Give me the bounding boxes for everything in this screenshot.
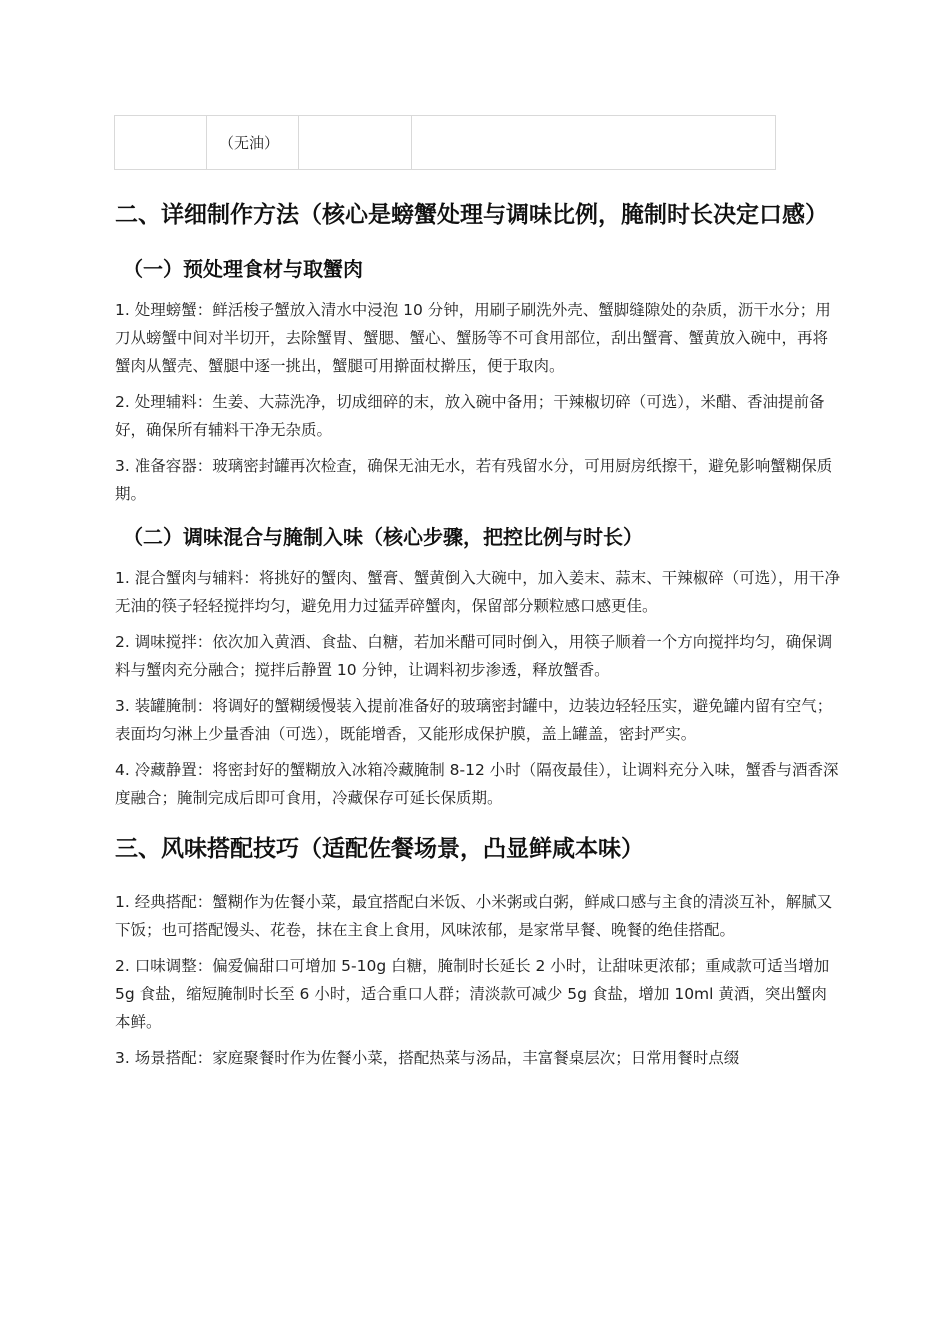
table-cell bbox=[115, 116, 207, 170]
paragraph: 2. 处理辅料：生姜、大蒜洗净，切成细碎的末，放入碗中备用；干辣椒切碎（可选），米醋、香油提前备好，确保所有辅料干净无杂质。 bbox=[115, 393, 825, 439]
table-row bbox=[115, 116, 776, 170]
subsection-heading-2-2: （二）调味混合与腌制入味（核心步骤，把控比例与时长） bbox=[123, 525, 643, 549]
paragraph: 1. 经典搭配：蟹糊作为佐餐小菜，最宜搭配白米饭、小米粥或白粥，鲜咸口感与主食的清淡互补，解腻又下饭；也可搭配馒头、花卷，抹在主食上食用，风味浓郁，是家常早餐、晚餐的绝佳搭配。 bbox=[115, 893, 833, 939]
paragraph: 4. 冷藏静置：将密封好的蟹糊放入冰箱冷藏腌制 8-12 小时（隔夜最佳），让调料充分入味，蟹香与酒香深度融合；腌制完成后即可食用，冷藏保存可延长保质期。 bbox=[115, 761, 839, 807]
table-fragment bbox=[114, 115, 776, 170]
table-cell bbox=[412, 116, 776, 170]
section-heading-3: 三、风味搭配技巧（适配佐餐场景，凸显鲜咸本味） bbox=[115, 836, 644, 862]
paragraph: 2. 调味搅拌：依次加入黄酒、食盐、白糖，若加米醋可同时倒入，用筷子顺着一个方向搅拌均匀，确保调料与蟹肉充分融合；搅拌后静置 10 分钟，让调料初步渗透，释放蟹香。 bbox=[115, 633, 833, 679]
table-cell: （无油） bbox=[207, 116, 299, 170]
paragraph: 1. 混合蟹肉与辅料：将挑好的蟹肉、蟹膏、蟹黄倒入大碗中，加入姜末、蒜末、干辣椒碎（可选），用干净无油的筷子轻轻搅拌均匀，避免用力过猛弄碎蟹肉，保留部分颗粒感口感更佳。 bbox=[115, 569, 840, 615]
paragraph: 3. 准备容器：玻璃密封罐再次检查，确保无油无水，若有残留水分，可用厨房纸擦干，避免影响蟹糊保质期。 bbox=[115, 457, 833, 503]
paragraph: 3. 装罐腌制：将调好的蟹糊缓慢装入提前准备好的玻璃密封罐中，边装边轻轻压实，避免罐内留有空气；表面均匀淋上少量香油（可选），既能增香，又能形成保护膜，盖上罐盖，密封严实。 bbox=[115, 697, 833, 743]
subsection-heading-2-1: （一）预处理食材与取蟹肉 bbox=[123, 257, 363, 281]
table-cell bbox=[299, 116, 412, 170]
paragraph: 2. 口味调整：偏爱偏甜口可增加 5-10g 白糖，腌制时长延长 2 小时，让甜味更浓郁；重咸款可适当增加 5g 食盐，缩短腌制时长至 6 小时，适合重口人群；清淡款可减少 5g 食盐，增加 10ml 黄酒，突出蟹肉本鲜。 bbox=[115, 957, 830, 1031]
section-heading-2: 二、详细制作方法（核心是螃蟹处理与调味比例，腌制时长决定口感） bbox=[115, 202, 828, 228]
paragraph: 1. 处理螃蟹：鲜活梭子蟹放入清水中浸泡 10 分钟，用刷子刷洗外壳、蟹脚缝隙处的杂质，沥干水分；用刀从螃蟹中间对半切开，去除蟹胃、蟹腮、蟹心、蟹肠等不可食用部位，刮出蟹膏、蟹黄放入碗中，再将蟹肉从蟹壳、蟹腿中逐一挑出，蟹腿可用擀面杖擀压，便于取肉。 bbox=[115, 301, 831, 375]
paragraph: 3. 场景搭配：家庭聚餐时作为佐餐小菜，搭配热菜与汤品，丰富餐桌层次；日常用餐时点缀 bbox=[115, 1049, 740, 1067]
document-body bbox=[115, 196, 840, 1080]
